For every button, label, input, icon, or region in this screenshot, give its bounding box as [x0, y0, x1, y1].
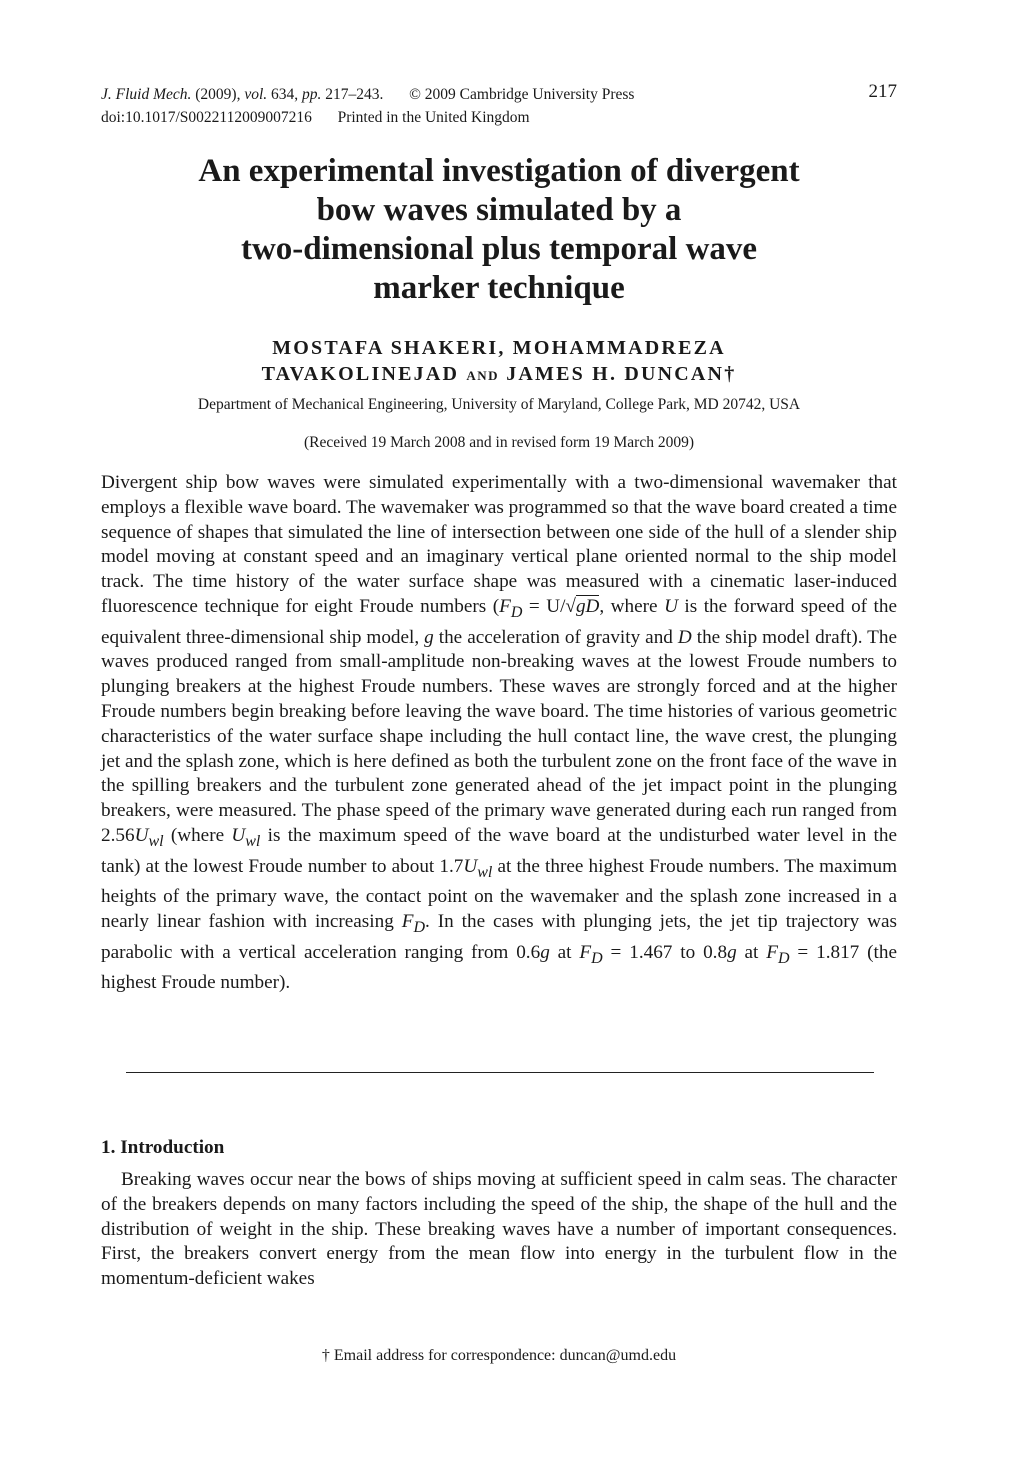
pages-label: pp.: [302, 86, 322, 103]
author-line: MOSTAFA SHAKERI, MOHAMMADREZA: [272, 337, 726, 359]
printed-notice: Printed in the United Kingdom: [337, 109, 530, 126]
page-number: 217: [868, 81, 897, 102]
received-dates: (Received 19 March 2008 and in revised form 19 March 2009): [304, 434, 694, 451]
abstract: Divergent ship bow waves were simulated experimentally with a two-dimensional wavemaker that employs a flexible wave board. The wavemaker was programmed so that the wave board created a time sequence of shapes that simulated the line of intersection between one side of the hull of a slender ship model moving at constant speed and an imaginary vertical plane oriented normal to the ship model track. The time history of the water surface shape was measured with a cinematic laser-induced fluorescence technique for eight Froude numbers ($F_D = U/√gD$, where U is the forward speed of the equivalent three-dimensional ship model, g the acceleration of gravity and D the ship model draft). The waves produced ranged from small-amplitude non-breaking waves at the lowest Froude numbers to plunging breakers at the highest Froude numbers. These waves are strongly forced and at the higher Froude numbers begin breaking before leaving the wave board. The time histories of various geometric characteristics of the water surface shape including the hull contact line, the wave crest, the plunging jet and the splash zone, which is here defined as both the turbulent zone on the front face of the wave in the spilling breakers and the turbulent zone generated ahead of the jet impact point in the plunging breakers, were measured. The phase speed of the primary wave generated during each run ranged from $2.56U_{wl}$ (where $U_{wl}$ is the maximum speed of the wave board at the undisturbed water level in the tank) at the lowest Froude number to about $1.7U_{wl}$ at the three highest Froude numbers. The maximum heights of the primary wave, the contact point on the wavemaker and the splash zone increased in a nearly linear fashion with increasing $F_D$. In the cases with plunging jets, the jet tip trajectory was parabolic with a vertical acceleration ranging from 0.6g at $F_D = 1.467$ to 0.8g at $F_D = 1.817$ (the highest Froude number).: [101, 472, 898, 994]
section-title: Introduction: [120, 1137, 225, 1158]
page-range: 217–243.: [325, 86, 384, 103]
title-line: An experimental investigation of divergent: [198, 153, 800, 189]
correspondence-footnote: † Email address for correspondence: duncan@umd.edu: [321, 1347, 677, 1364]
title-line: marker technique: [373, 270, 625, 306]
doi: doi:10.1017/S0022112009007216: [101, 109, 312, 126]
introduction-paragraph: Breaking waves occur near the bows of ships moving at sufficient speed in calm seas. The character of the breakers depends on many factors including the speed of the ship, the shape of the hull and the distribution of weight in the ship. These breaking waves have a number of important consequences. First, the breakers convert energy from the mean flow into energy in the turbulent flow in the momentum-deficient wakes: [101, 1169, 897, 1290]
journal-year: (2009),: [195, 86, 241, 103]
volume-label: vol.: [244, 86, 268, 103]
journal-name: J. Fluid Mech.: [101, 86, 192, 103]
doi-line: [101, 107, 530, 129]
journal-citation: [101, 84, 881, 106]
copyright-notice: © 2009 Cambridge University Press: [409, 86, 635, 103]
title-line: two-dimensional plus temporal wave: [240, 231, 758, 267]
author-line: [101, 361, 897, 389]
volume-number: 634,: [271, 86, 299, 103]
author-list: [101, 335, 897, 389]
author-name: TAVAKOLINEJAD: [261, 363, 460, 385]
section-number: 1.: [101, 1137, 116, 1158]
title-line: bow waves simulated by a: [316, 192, 682, 228]
section-heading: [101, 1136, 224, 1160]
affiliation: Department of Mechanical Engineering, University of Maryland, College Park, MD 20742, USA: [197, 396, 801, 413]
abstract-divider: [126, 1072, 874, 1073]
author-name: JAMES H. DUNCAN†: [506, 363, 737, 385]
paper-title: [101, 152, 897, 308]
and-word: AND: [466, 368, 499, 383]
